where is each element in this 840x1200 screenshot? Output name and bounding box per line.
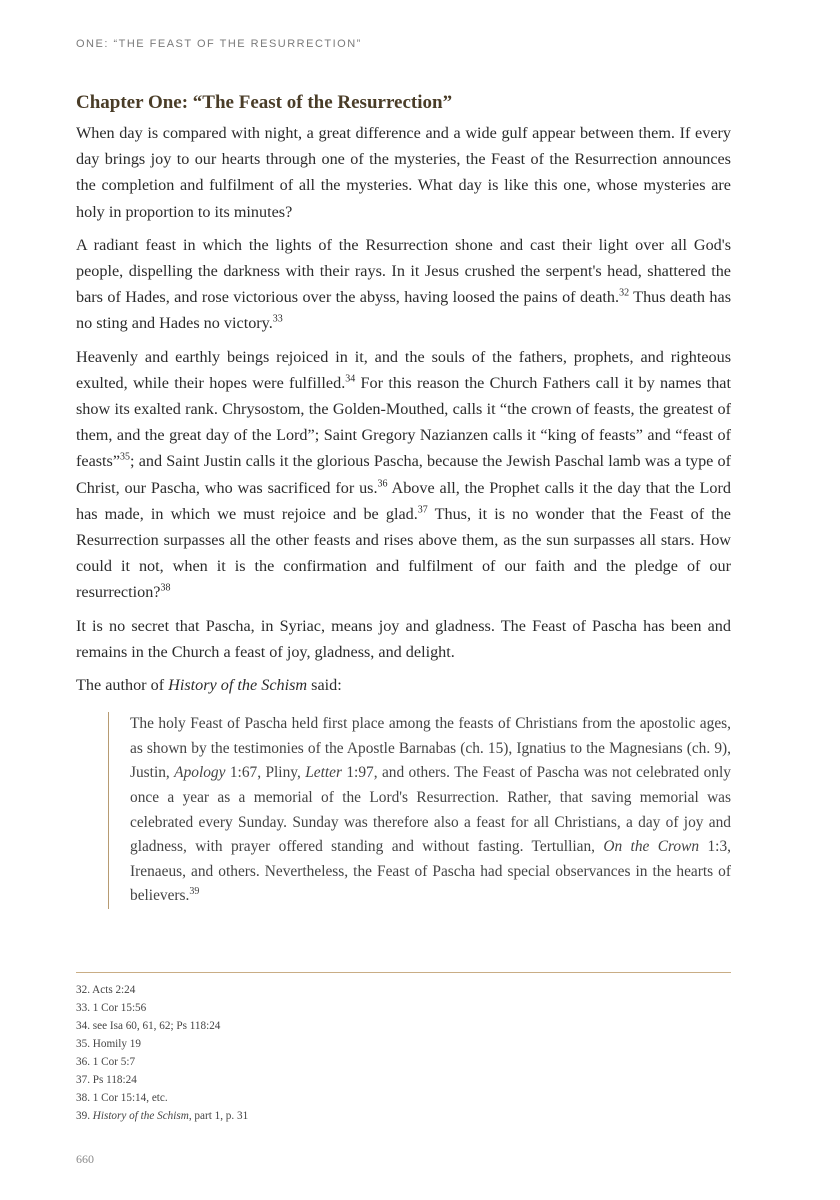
footnote-ref-36[interactable]: 36 xyxy=(377,478,388,490)
text-run: Above all, the Prophet calls it the day that the Lord has made, in which we must rejoice and be glad. xyxy=(76,478,731,523)
work-title-letter: Letter xyxy=(305,764,342,782)
main-text xyxy=(76,92,731,909)
text-run: , part 1, p. 31 xyxy=(188,1110,249,1122)
footnote-ref-38[interactable]: 38 xyxy=(160,583,171,595)
chapter-title: Chapter One: “The Feast of the Resurrection” xyxy=(76,92,453,113)
footnote-39 xyxy=(76,1107,731,1125)
text-run: The author of xyxy=(76,676,169,695)
work-title-on-the-crown: On the Crown xyxy=(603,838,700,856)
paragraph-1: When day is compared with night, a great difference and a wide gulf appear between them. If every day brings joy to our hearts through one of the mysteries, the Feast of the Resurrection announces the completion and fulfilment of all the mysteries. What day is like this one, whose mysteries are holy in proportion to its minutes? xyxy=(76,124,731,221)
text-run: 1:3, Irenaeus, and others. Nevertheless, the Feast of Pascha had special observances in the hearts of believers. xyxy=(130,838,731,905)
text-run: A radiant feast in which the lights of the Resurrection shone and cast their light over all God's people, dispelling the darkness with their rays. In it Jesus crushed the serpent's head, shattered the bars of Hades, and rose victorious over the abyss, having loosed the pains of death. xyxy=(76,235,731,307)
footnote-ref-37[interactable]: 37 xyxy=(417,504,428,516)
text-run: The holy Feast of Pascha held first place among the feasts of Christians from the apostolic ages, as shown by the testimonies of the Apostle Barnabas (ch. 15), Ignatius to the Magnesians (ch. 9), Justin, xyxy=(130,715,731,782)
footnote-ref-34[interactable]: 34 xyxy=(345,373,356,385)
footnote-38: 38. 1 Cor 15:14, etc. xyxy=(76,1092,168,1104)
paragraph-3 xyxy=(76,344,731,606)
page-number: 660 xyxy=(76,1152,94,1166)
running-head: ONE: “THE FEAST OF THE RESURRECTION” xyxy=(76,38,362,50)
book-title: History of the Schism xyxy=(168,676,308,695)
footnote-34: 34. see Isa 60, 61, 62; Ps 118:24 xyxy=(76,1020,221,1032)
text-run: 1:97, and others. The Feast of Pascha was not celebrated only once a year as a memorial of the Lord's Resurrection. Rather, that saving memorial was celebrated every Sunday. Sunday was therefore also a feast for all Christians, a day of joy and gladness, with prayer offered standing and without fasting. Tertullian, xyxy=(130,764,732,856)
block-quote xyxy=(108,712,731,909)
book-title: History of the Schism xyxy=(92,1110,189,1122)
footnote-33: 33. 1 Cor 15:56 xyxy=(76,1002,147,1014)
paragraph-5 xyxy=(76,672,731,698)
footnotes xyxy=(76,972,731,1125)
footnote-32: 32. Acts 2:24 xyxy=(76,984,136,996)
footnote-ref-32[interactable]: 32 xyxy=(619,287,630,299)
paragraph-2 xyxy=(76,232,731,337)
text-run: Thus death has no sting and Hades no victory. xyxy=(76,288,731,333)
text-run: ; and Saint Justin calls it the glorious Pascha, because the Jewish Paschal lamb was a type of Christ, our Pascha, who was sacrificed for us. xyxy=(76,452,731,497)
text-run: 1:67, Pliny, xyxy=(225,764,306,782)
text-run: Heavenly and earthly beings rejoiced in it, and the souls of the fathers, prophets, and righteous exulted, while their hopes were fulfilled. xyxy=(76,347,731,392)
footnote-ref-33[interactable]: 33 xyxy=(272,314,283,326)
text-run: said: xyxy=(307,676,342,695)
paragraph-4: It is no secret that Pascha, in Syriac, means joy and gladness. The Feast of Pascha has been and remains in the Church a feast of joy, gladness, and delight. xyxy=(76,616,731,661)
footnote-37: 37. Ps 118:24 xyxy=(76,1074,137,1086)
footnote-ref-35[interactable]: 35 xyxy=(120,452,131,464)
work-title-apology: Apology xyxy=(174,764,226,782)
text-run: 39. xyxy=(76,1110,93,1122)
text-run: For this reason the Church Fathers call it by names that show its exalted rank. Chrysostom, the Golden-Mouthed, calls it “the crown of feasts, the greatest of them, and the great day of the Lord”; Saint Gregory Nazianzen calls it “king of feasts” and “feast of feasts” xyxy=(76,373,731,471)
footnote-35: 35. Homily 19 xyxy=(76,1038,141,1050)
footnote-ref-39[interactable]: 39 xyxy=(189,886,200,898)
text-run: Thus, it is no wonder that the Feast of the Resurrection surpasses all the other feasts and rises above them, as the sun surpasses all stars. How could it not, when it is the confirmation and fulfilment of our faith and the pledge of our resurrection? xyxy=(76,504,731,602)
footnote-36: 36. 1 Cor 5:7 xyxy=(76,1056,136,1068)
